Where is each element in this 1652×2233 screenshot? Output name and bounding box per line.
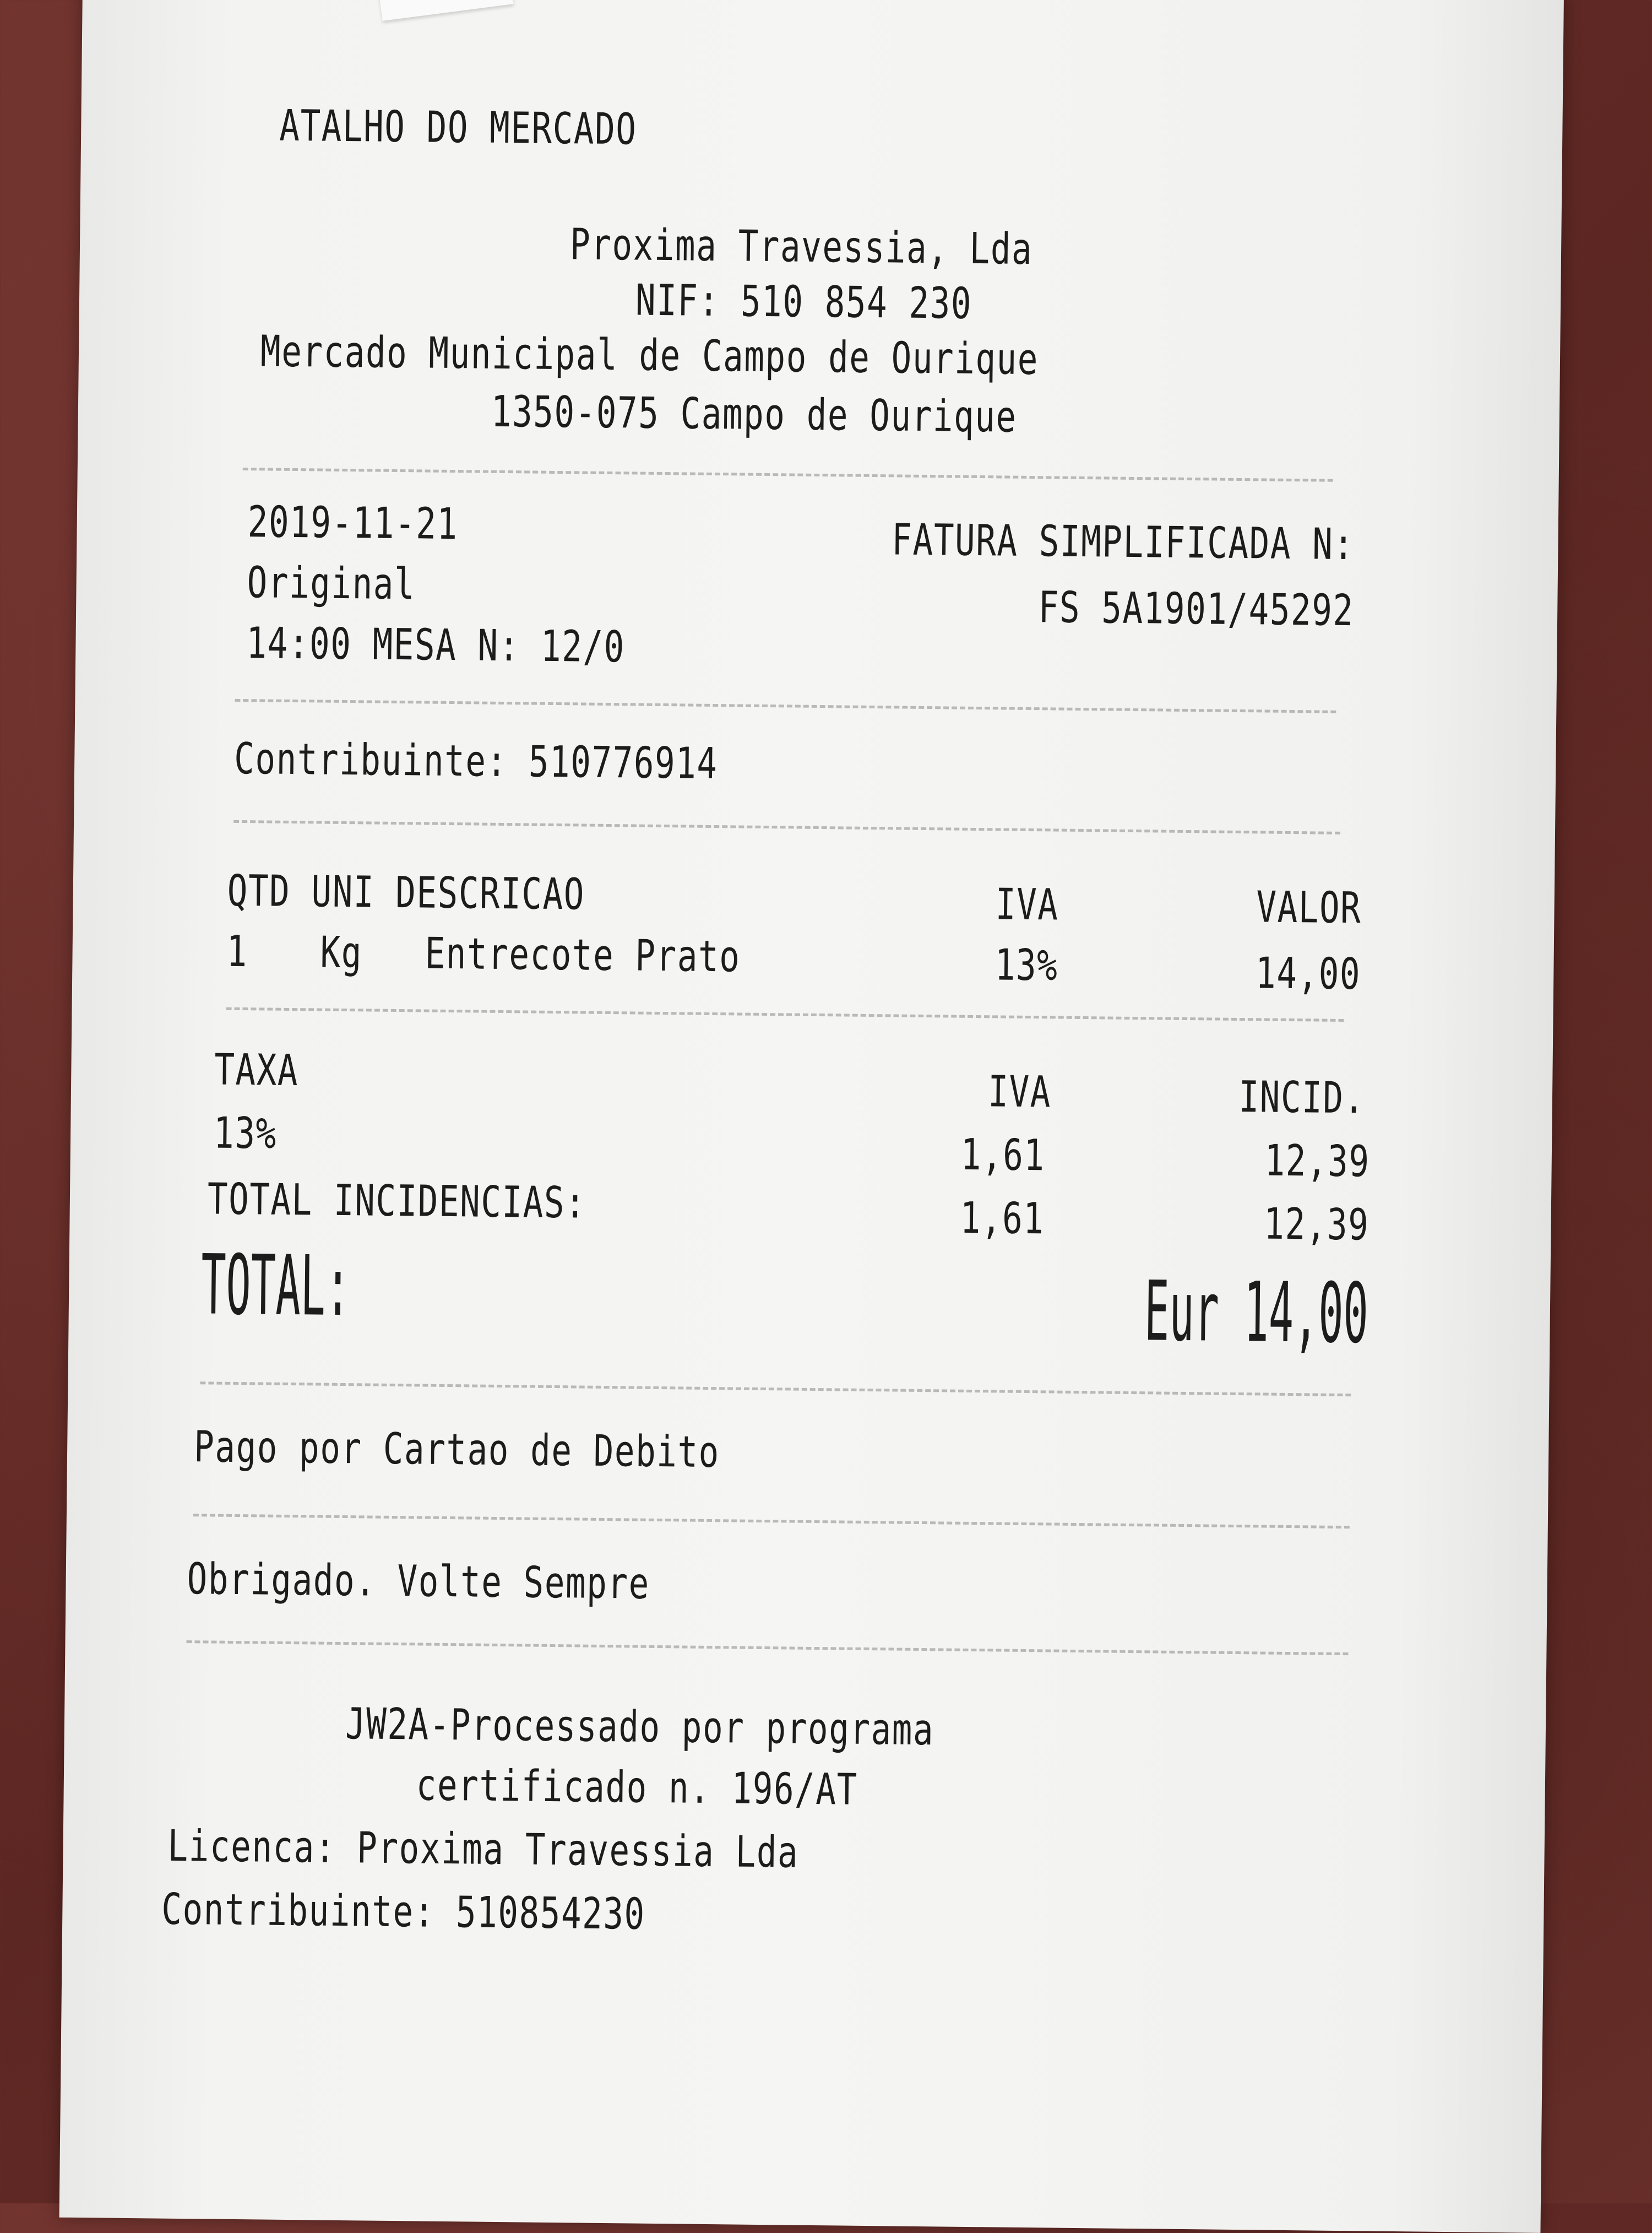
company-nif: NIF: 510 854 230 bbox=[635, 275, 972, 329]
item-iva: 13% bbox=[995, 940, 1058, 991]
invoice-date: 2019-11-21 bbox=[247, 497, 459, 550]
footer-nif: Contribuinte: 510854230 bbox=[161, 1884, 646, 1939]
receipt-paper bbox=[59, 0, 1564, 2233]
invoice-copy-label: Original bbox=[247, 558, 416, 610]
divider bbox=[226, 1007, 1344, 1022]
address-line-2: 1350-075 Campo de Ourique bbox=[491, 387, 1018, 442]
divider bbox=[200, 1381, 1351, 1396]
items-header-iva: IVA bbox=[995, 880, 1059, 930]
divider bbox=[243, 468, 1333, 482]
tax-incidence: 12,39 bbox=[1264, 1136, 1371, 1187]
shop-name: ATALHO DO MERCADO bbox=[279, 101, 637, 155]
items-header-description: QTD UNI DESCRICAO bbox=[227, 866, 585, 920]
invoice-type-label: FATURA SIMPLIFICADA N: bbox=[891, 515, 1355, 570]
tax-header-rate: TAXA bbox=[214, 1045, 299, 1096]
tax-header-iva: IVA bbox=[988, 1067, 1052, 1118]
total-amount: Eur 14,00 bbox=[1144, 1264, 1369, 1362]
item-description: Entrecote Prato bbox=[425, 929, 741, 982]
tax-iva: 1,61 bbox=[960, 1130, 1046, 1181]
tax-total-iva: 1,61 bbox=[960, 1193, 1045, 1244]
total-label: TOTAL: bbox=[200, 1237, 351, 1335]
divider bbox=[233, 820, 1340, 834]
tax-header-incidence: INCID. bbox=[1238, 1072, 1366, 1124]
paper-fold bbox=[378, 0, 514, 21]
tax-rate: 13% bbox=[213, 1108, 278, 1159]
address-line-1: Mercado Municipal de Campo de Ourique bbox=[260, 327, 1039, 385]
invoice-number: FS 5A1901/45292 bbox=[1037, 583, 1354, 636]
item-qtd: 1 bbox=[226, 926, 248, 977]
divider bbox=[193, 1514, 1350, 1529]
software-line-2: certificado n. 196/AT bbox=[416, 1760, 858, 1815]
items-header-valor: VALOR bbox=[1256, 882, 1362, 934]
customer-nif: Contribuinte: 510776914 bbox=[233, 734, 719, 789]
divider bbox=[186, 1640, 1348, 1655]
tax-total-label: TOTAL INCIDENCIAS: bbox=[207, 1174, 586, 1228]
item-valor: 14,00 bbox=[1255, 949, 1361, 1000]
divider bbox=[235, 699, 1336, 713]
invoice-time-table: 14:00 MESA N: 12/0 bbox=[246, 619, 626, 673]
software-line-1: JW2A-Processado por programa bbox=[345, 1699, 934, 1755]
license-line: Licenca: Proxima Travessia Lda bbox=[167, 1821, 799, 1878]
payment-method: Pago por Cartao de Debito bbox=[193, 1422, 720, 1478]
item-unit: Kg bbox=[320, 928, 363, 978]
tax-total-incidence: 12,39 bbox=[1264, 1199, 1370, 1250]
company-name: Proxima Travessia, Lda bbox=[569, 220, 1033, 275]
thanks-message: Obrigado. Volte Sempre bbox=[187, 1554, 650, 1609]
